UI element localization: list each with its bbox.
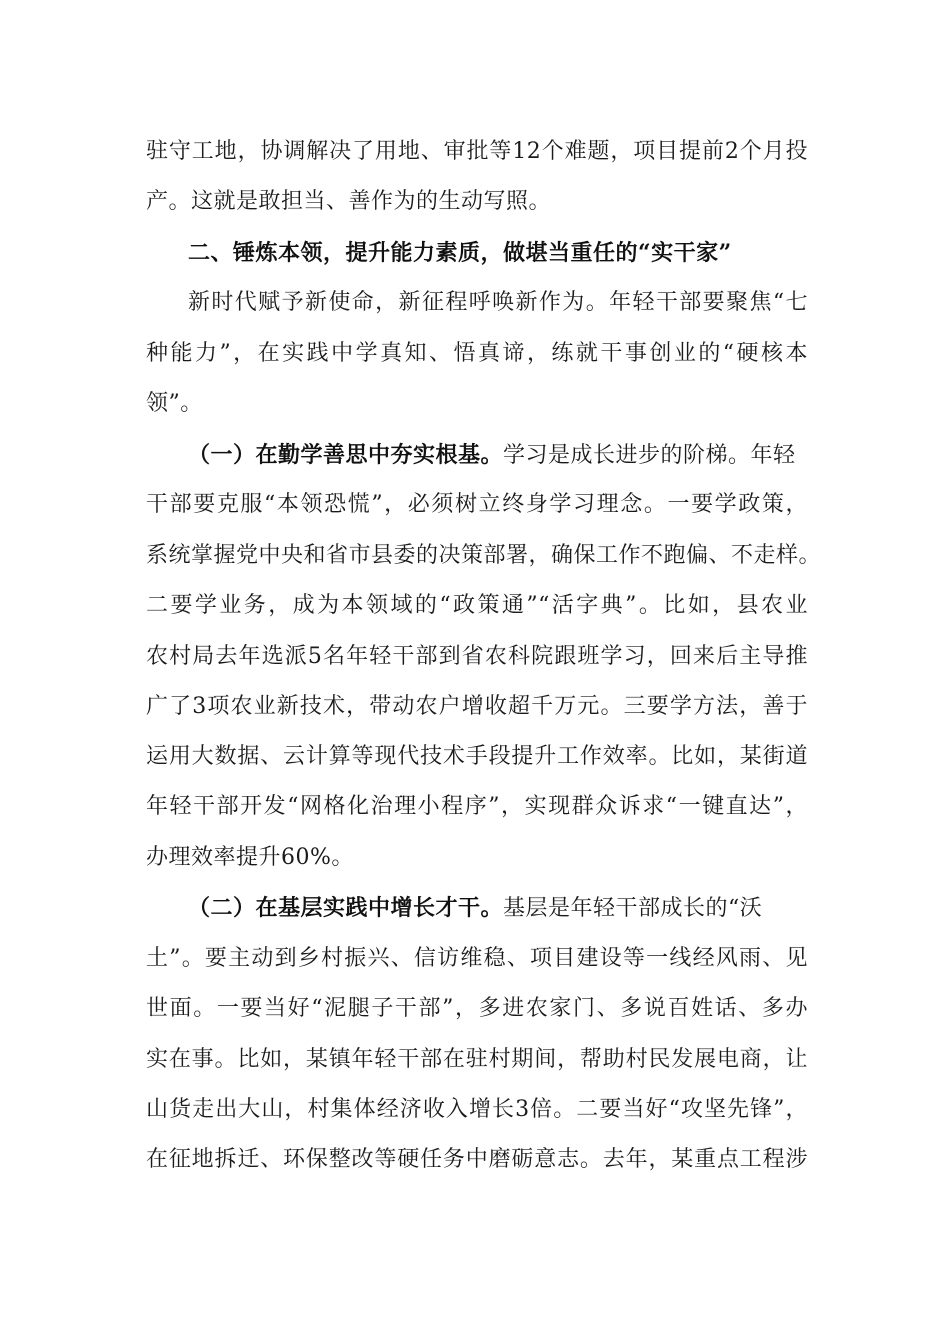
body-line-9: 干部要克服“本领恐慌”，必须树立终身学习理念。一要学政策， [146, 492, 808, 517]
body-line-21: 实在事。比如，某镇年轻干部在驻村期间，帮助村民发展电商，让 [146, 1047, 808, 1072]
body-line-23: 在征地拆迁、环保整改等硬任务中磨砺意志。去年，某重点工程涉 [146, 1147, 808, 1172]
section-heading-2: 二、锤炼本领，提升能力素质，做堪当重任的“实干家” [188, 240, 732, 266]
body-line-11: 二要学业务，成为本领域的“政策通”“活字典”。比如，县农业 [146, 593, 808, 618]
subsection-1-lead-text: 学习是成长进步的阶梯。年轻 [503, 443, 796, 468]
body-line-10: 系统掌握党中央和省市县委的决策部署，确保工作不跑偏、不走样。 [146, 543, 822, 568]
body-line-6: 领”。 [146, 391, 203, 416]
body-line-20: 世面。一要当好“泥腿子干部”，多进农家门、多说百姓话、多办 [146, 996, 808, 1021]
body-line-22: 山货走出大山，村集体经济收入增长3倍。二要当好“攻坚先锋”， [146, 1097, 808, 1122]
subsection-heading-2: （二）在基层实践中增长才干。 [188, 895, 504, 921]
body-line-16: 办理效率提升60%。 [146, 845, 354, 870]
body-line-5: 种能力”，在实践中学真知、悟真谛，练就干事创业的“硬核本 [146, 341, 808, 366]
body-line-2: 产。这就是敢担当、善作为的生动写照。 [146, 189, 552, 214]
subsection-2-lead-text: 基层是年轻干部成长的“沃 [503, 896, 763, 921]
subsection-line-1 [188, 438, 808, 472]
body-line-15: 年轻干部开发“网格化治理小程序”，实现群众诉求“一键直达”， [146, 794, 808, 819]
body-line-12: 农村局去年选派5名年轻干部到省农科院跟班学习，回来后主导推 [146, 644, 808, 669]
body-line-13: 广了3项农业新技术，带动农户增收超千万元。三要学方法，善于 [146, 694, 808, 719]
body-line-4: 新时代赋予新使命，新征程呼唤新作为。年轻干部要聚焦“七 [188, 290, 808, 315]
body-line-1: 驻守工地，协调解决了用地、审批等12个难题，项目提前2个月投 [146, 139, 808, 164]
body-line-14: 运用大数据、云计算等现代技术手段提升工作效率。比如，某街道 [146, 744, 808, 769]
subsection-line-2 [188, 891, 808, 925]
body-line-19: 土”。要主动到乡村振兴、信访维稳、项目建设等一线经风雨、见 [146, 946, 808, 971]
subsection-heading-1: （一）在勤学善思中夯实根基。 [188, 442, 504, 468]
